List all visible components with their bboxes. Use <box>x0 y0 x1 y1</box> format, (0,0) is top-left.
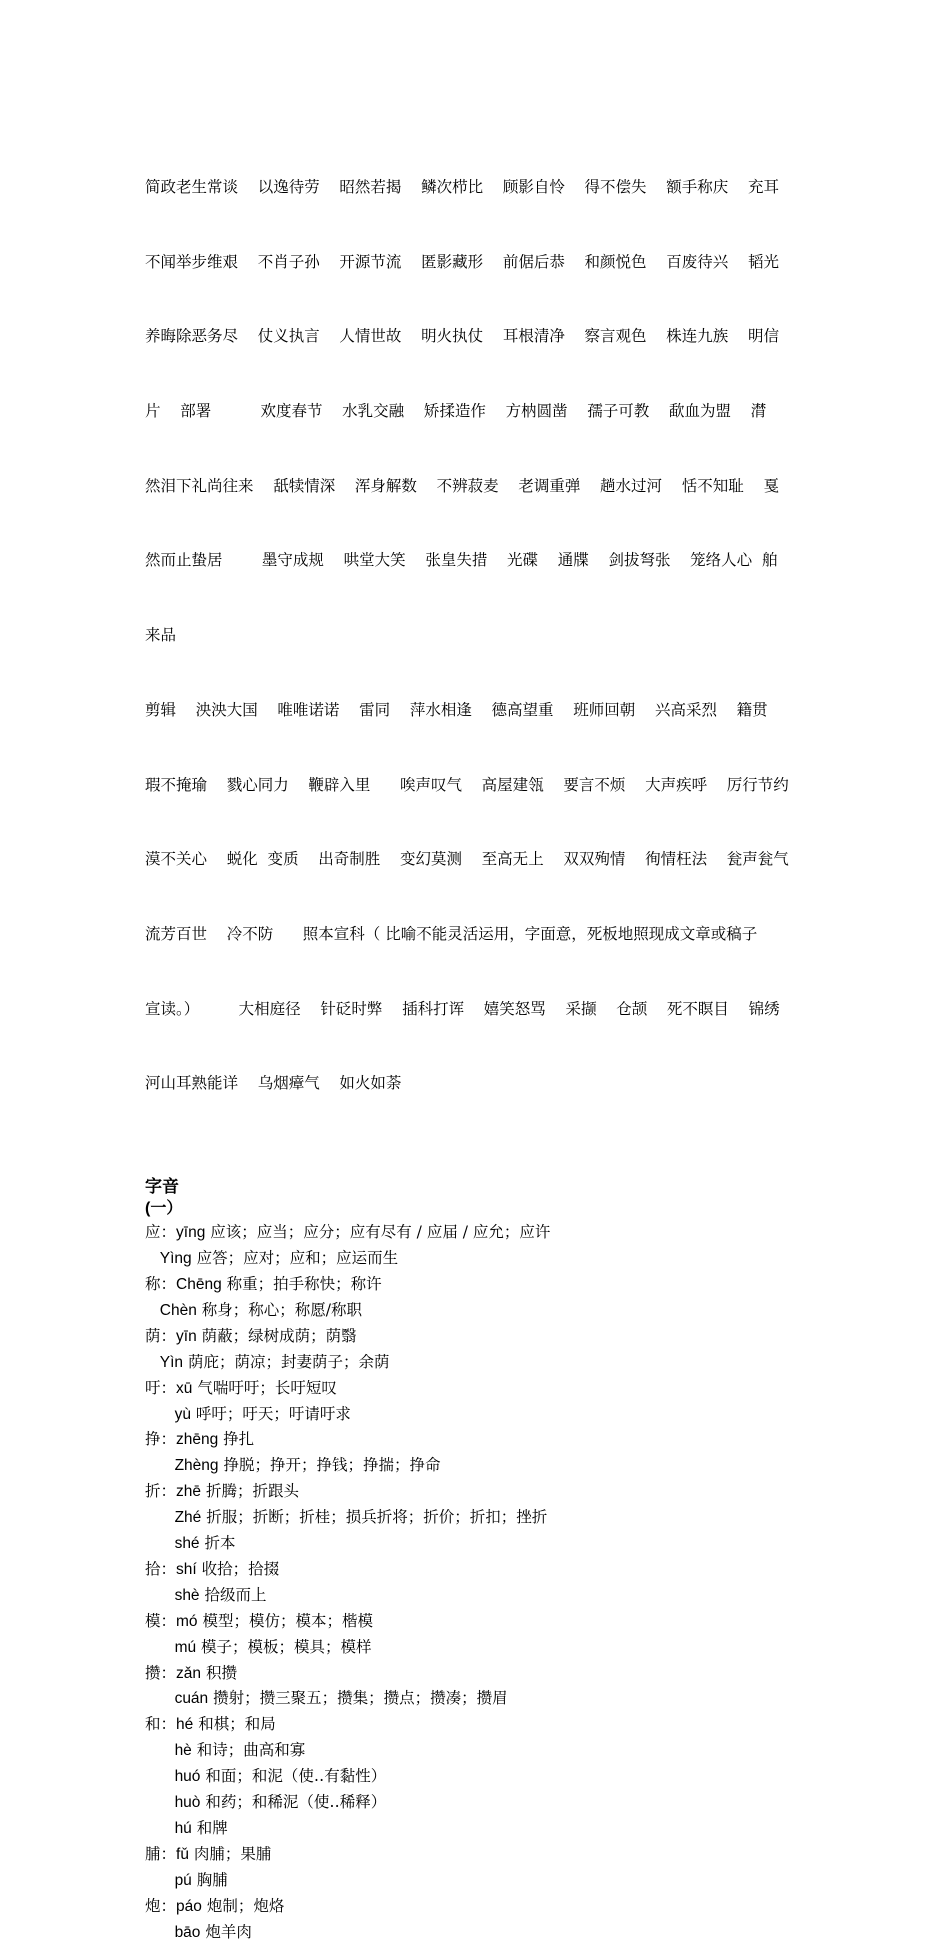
entry-words: 模子；模板；模具；模样 <box>196 1637 372 1656</box>
pronunciation-entry <box>145 1816 810 1842</box>
entry-pinyin: fǔ <box>176 1845 189 1863</box>
entry-words: 模型；模仿；模本；楷模 <box>197 1611 373 1630</box>
entry-words: 称重；拍手称快；称许 <box>221 1274 382 1293</box>
entry-words: 收拾；拾掇 <box>196 1559 280 1578</box>
entry-lead: 攒： <box>145 1663 177 1682</box>
entry-lead <box>145 1301 160 1319</box>
idiom-line: 片 部署 欢度春节 水乳交融 矫揉造作 方枘圆凿 孺子可教 歃血为盟 潸 <box>145 401 767 420</box>
entry-lead: 炮： <box>145 1896 177 1915</box>
entry-words: 和棋；和局 <box>193 1715 276 1734</box>
entry-words: 攒射；攒三聚五；攒集；攒点；攒凑；攒眉 <box>208 1689 508 1708</box>
pronunciation-entry <box>145 1842 810 1868</box>
entry-lead: 挣： <box>145 1430 177 1449</box>
entry-words: 和诗；曲高和寡 <box>191 1741 306 1760</box>
entry-words: 荫庇；荫凉；封妻荫子；余荫 <box>183 1352 390 1371</box>
entry-lead <box>145 1767 175 1785</box>
entry-pinyin: zhēng <box>176 1431 219 1449</box>
entry-pinyin: zhē <box>176 1483 202 1501</box>
pronunciation-entry <box>145 1583 810 1609</box>
pronunciation-entry <box>145 1479 810 1505</box>
entry-lead <box>145 1405 175 1423</box>
pronunciation-entry <box>145 1376 810 1402</box>
entry-pinyin: shè <box>174 1586 200 1604</box>
subsection-heading: (一） <box>145 1200 183 1218</box>
idiom-line: 剪辑 泱泱大国 唯唯诺诺 雷同 萍水相逢 德高望重 班师回朝 兴高采烈 籍贯 <box>145 700 768 719</box>
entry-pinyin: hè <box>174 1742 192 1760</box>
pronunciation-entry <box>145 1738 810 1764</box>
entry-lead <box>145 1353 160 1371</box>
entry-pinyin: hú <box>174 1820 192 1837</box>
entry-pinyin: pú <box>174 1871 192 1889</box>
entry-pinyin: Zhèng <box>174 1457 219 1475</box>
entry-lead <box>145 1741 175 1759</box>
pronunciation-entry <box>145 1790 810 1816</box>
entry-pinyin: bāo <box>174 1923 201 1941</box>
idiom-line: 宣读。） 大相庭径 针砭时弊 插科打诨 嬉笑怒骂 采撷 仓颉 死不瞑目 锦绣 <box>145 999 780 1018</box>
entry-pinyin: páo <box>176 1897 202 1915</box>
pronunciation-entry <box>145 1712 810 1738</box>
entry-lead: 脯： <box>145 1844 177 1863</box>
entry-lead <box>145 1638 175 1656</box>
pronunciation-entry <box>145 1764 810 1790</box>
pronunciation-entry <box>145 1453 810 1479</box>
entry-pinyin: Zhé <box>174 1509 202 1527</box>
pronunciation-entry <box>145 1609 810 1635</box>
entry-words: 胸脯 <box>191 1870 228 1889</box>
entry-lead <box>145 1923 175 1941</box>
entry-pinyin: Chēng <box>176 1275 222 1293</box>
entry-words: 荫蔽；绿树成荫；荫翳 <box>196 1326 357 1345</box>
idiom-line: 然泪下礼尚往来 舐犊情深 浑身解数 不辨菽麦 老调重弹 趟水过河 恬不知耻 戛 <box>145 476 779 495</box>
entry-pinyin: mú <box>174 1638 197 1656</box>
entry-words: 折腾；折跟头 <box>201 1482 299 1501</box>
entry-words: 挣扎 <box>218 1430 255 1449</box>
entry-lead <box>145 1819 175 1837</box>
entry-words: 应答；应对；应和；应运而生 <box>191 1249 399 1268</box>
entry-pinyin: shí <box>176 1560 197 1578</box>
entry-words: 炮制；炮烙 <box>201 1896 285 1915</box>
entry-lead <box>145 1249 160 1267</box>
entry-pinyin: zǎn <box>176 1664 202 1682</box>
entry-lead <box>145 1534 175 1552</box>
entry-words: 挣脱；挣开；挣钱；挣揣；挣命 <box>218 1456 441 1475</box>
pronunciation-entry <box>145 1894 810 1920</box>
pronunciation-entry <box>145 1402 810 1428</box>
pronunciation-entry <box>145 1686 810 1712</box>
entry-words: 肉脯；果脯 <box>188 1844 272 1863</box>
idiom-line: 漠不关心 蜕化 变质 出奇制胜 变幻莫测 至高无上 双双殉情 徇情枉法 瓮声瓮气 <box>145 850 789 869</box>
entry-words: 和牌 <box>191 1819 228 1837</box>
pronunciation-entry <box>145 1246 810 1272</box>
pronunciation-entry <box>145 1350 810 1376</box>
entry-words: 拾级而上 <box>199 1585 267 1604</box>
idiom-paragraph <box>145 125 810 1146</box>
section-heading: 字音 <box>145 1177 179 1197</box>
entry-lead: 拾： <box>145 1559 177 1578</box>
entry-words: 炮羊肉 <box>200 1922 252 1941</box>
entry-pinyin: yù <box>174 1405 191 1423</box>
pronunciation-entry <box>145 1272 810 1298</box>
entry-pinyin: Yìn <box>159 1353 184 1371</box>
entry-pinyin: cuán <box>174 1690 209 1708</box>
entry-words: 和面；和泥（使‥有黏性） <box>200 1767 387 1786</box>
entry-words: 呼吁；吁天；吁请吁求 <box>190 1404 351 1423</box>
entry-words: 应该；应当；应分；应有尽有 / 应届 / 应允；应许 <box>205 1223 551 1242</box>
entry-lead <box>145 1508 175 1526</box>
entry-words: 气喘吁吁；长吁短叹 <box>192 1378 337 1397</box>
entry-lead: 模： <box>145 1611 177 1630</box>
pronunciation-entry <box>145 1635 810 1661</box>
entry-pinyin: shé <box>174 1535 200 1553</box>
document-page <box>145 125 810 1946</box>
idiom-line: 然而止蛰居 墨守成规 哄堂大笑 张皇失措 光碟 通牒 剑拔弩张 笼络人心 舶 <box>145 551 778 570</box>
pronunciation-entry <box>145 1427 810 1453</box>
pronunciation-entry <box>145 1868 810 1894</box>
entry-lead <box>145 1456 175 1474</box>
entry-lead <box>145 1871 175 1889</box>
pronunciation-entry <box>145 1661 810 1687</box>
entry-lead: 称： <box>145 1274 177 1293</box>
entry-lead <box>145 1793 175 1811</box>
idiom-line: 简政老生常谈 以逸待劳 昭然若揭 鳞次栉比 顾影自怜 得不偿失 额手称庆 充耳 <box>145 177 779 196</box>
idiom-line: 不闻举步维艰 不肖子孙 开源节流 匿影藏形 前倨后恭 和颜悦色 百废待兴 韬光 <box>145 252 779 271</box>
idiom-line: 流芳百世 冷不防 照本宣科（ 比喻不能灵活运用，字面意，死板地照现成文章或稿子 <box>145 925 758 943</box>
entry-pinyin: yīng <box>176 1224 206 1242</box>
entry-lead: 吁： <box>145 1378 177 1397</box>
pronunciation-list <box>145 1220 810 1945</box>
entry-pinyin: hé <box>176 1716 194 1734</box>
entry-words: 折本 <box>199 1534 236 1553</box>
pronunciation-entry <box>145 1220 810 1246</box>
entry-words: 积攒 <box>201 1663 237 1682</box>
entry-pinyin: huò <box>174 1794 201 1812</box>
pronunciation-entry <box>145 1531 810 1557</box>
idiom-line: 河山耳熟能详 乌烟瘴气 如火如荼 <box>145 1074 402 1093</box>
entry-words: 折服；折断；折桂；损兵折将；折价；折扣；挫折 <box>201 1508 548 1527</box>
idiom-line: 养晦除恶务尽 仗义执言 人情世故 明火执仗 耳根清净 察言观色 株连九族 明信 <box>145 327 779 346</box>
pronunciation-entry <box>145 1298 810 1324</box>
idiom-line: 来品 <box>145 626 177 645</box>
entry-pinyin: yīn <box>176 1327 197 1345</box>
pronunciation-entry <box>145 1324 810 1350</box>
entry-lead: 荫： <box>145 1326 177 1345</box>
pronunciation-entry <box>145 1557 810 1583</box>
pronunciation-entry <box>145 1505 810 1531</box>
pronunciation-entry <box>145 1920 810 1946</box>
entry-pinyin: Yìng <box>159 1250 192 1268</box>
entry-lead: 应： <box>145 1223 177 1242</box>
entry-pinyin: xū <box>176 1379 193 1397</box>
entry-words: 称身；称心；称愿/称职 <box>196 1300 362 1319</box>
entry-pinyin: mó <box>176 1612 198 1630</box>
entry-lead <box>145 1586 175 1604</box>
entry-lead: 折： <box>145 1482 177 1501</box>
entry-pinyin: Chèn <box>159 1301 197 1319</box>
entry-lead <box>145 1689 175 1707</box>
entry-pinyin: huó <box>174 1768 201 1786</box>
idiom-line: 瑕不掩瑜 戮心同力 鞭辟入里 唉声叹气 高屋建瓴 要言不烦 大声疾呼 厉行节约 <box>145 775 789 794</box>
entry-lead: 和： <box>145 1715 177 1734</box>
entry-words: 和药；和稀泥（使‥稀释） <box>200 1793 387 1812</box>
